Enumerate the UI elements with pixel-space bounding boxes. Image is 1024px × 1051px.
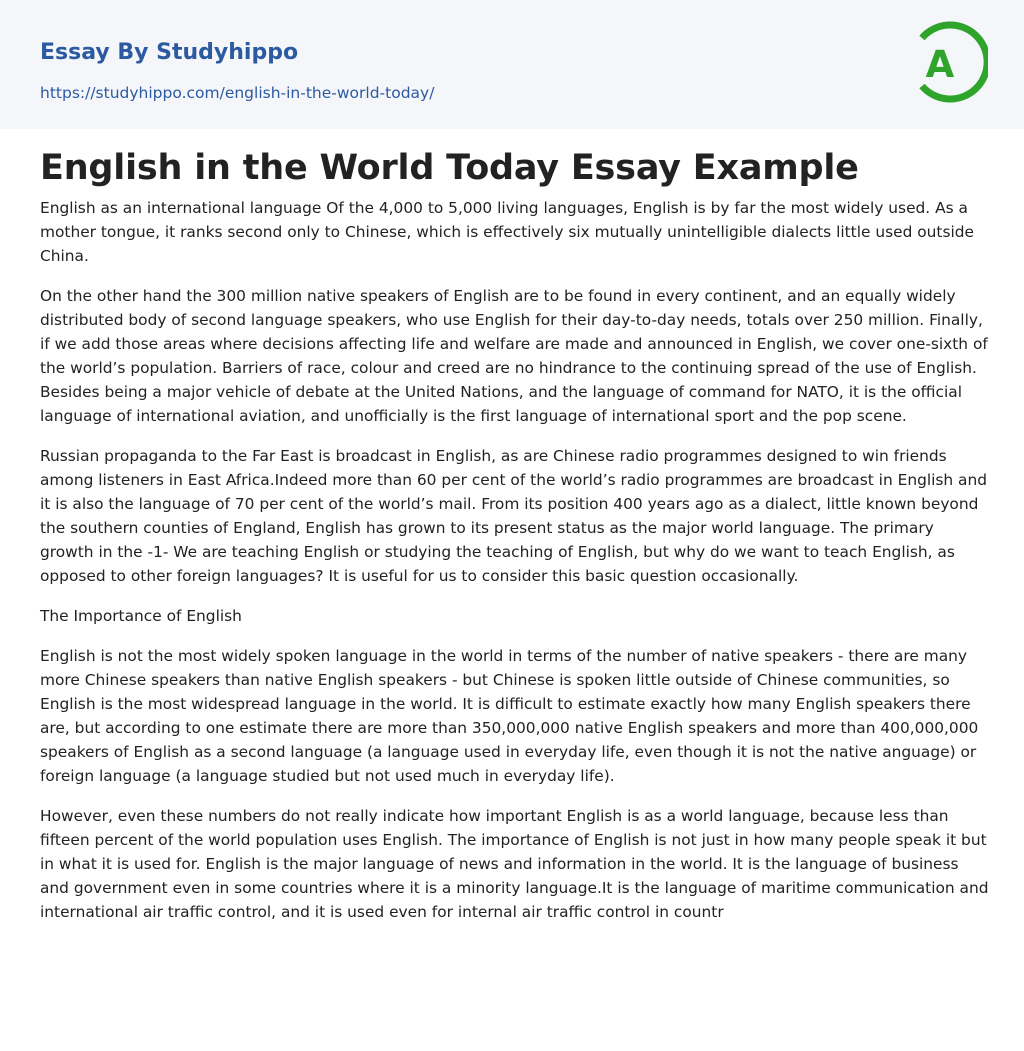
section-heading: The Importance of English	[40, 607, 242, 625]
essay-paragraph: However, even these numbers do not really indicate how important English is as a world language, because less than fifteen percent of the world population uses English. The importance of English is not just in how many people speak it but in what it is used for. English is the major language of news and information in the world. It is the language of business and government even in some countries where it is a minority language.It is the language of maritime communication and international air traffic control, and it is used even for internal air traffic control in countr	[40, 807, 989, 921]
logo-letter: A	[925, 43, 955, 86]
essay-content	[40, 140, 990, 940]
essay-paragraph: English is not the most widely spoken language in the world in terms of the number of native speakers - there are many more Chinese speakers than native English speakers - but Chinese is spoken little outside of Chinese communities, so English is the most widespread language in the world. It is difficult to estimate exactly how many English speakers there are, but according to one estimate there are more than 350,000,000 native English speakers and more than 400,000,000 speakers of English as a second language (a language used in everyday life, even though it is not the native anguage) or foreign language (a language studied but not used much in everyday life).	[40, 647, 979, 785]
studyhippo-logo-icon[interactable]	[908, 18, 988, 106]
site-brand[interactable]: Essay By Studyhippo	[40, 40, 299, 65]
essay-paragraph: English as an international language Of the 4,000 to 5,000 living languages, English is by far the most widely used. As a mother tongue, it ranks second only to Chinese, which is effectively six mutually unintelligible dialects little used outside China.	[40, 199, 974, 265]
essay-title: English in the World Today Essay Example	[40, 148, 859, 188]
essay-paragraph: Russian propaganda to the Far East is broadcast in English, as are Chinese radio programmes designed to win friends among listeners in East Africa.Indeed more than 60 per cent of the world’s radio programmes are broadcast in English and it is also the language of 70 per cent of the world’s mail. From its position 400 years ago as a dialect, little known beyond the southern counties of England, English has grown to its present status as the major world language. The primary growth in the -1- We are teaching English or studying the teaching of English, but why do we want to teach English, as opposed to other foreign languages? It is useful for us to consider this basic question occasionally.	[40, 447, 988, 585]
site-header	[0, 0, 1024, 129]
source-url-link[interactable]: https://studyhippo.com/english-in-the-world-today/	[40, 84, 435, 102]
essay-paragraph: On the other hand the 300 million native speakers of English are to be found in every continent, and an equally widely distributed body of second language speakers, who use English for their day-to-day needs, totals over 250 million. Finally, if we add those areas where decisions affecting life and welfare are made and announced in English, we cover one-sixth of the world’s population. Barriers of race, colour and creed are no hindrance to the continuing spread of the use of English. Besides being a major vehicle of debate at the United Nations, and the language of command for NATO, it is the official language of international aviation, and unofficially is the first language of international sport and the pop scene.	[40, 287, 988, 425]
